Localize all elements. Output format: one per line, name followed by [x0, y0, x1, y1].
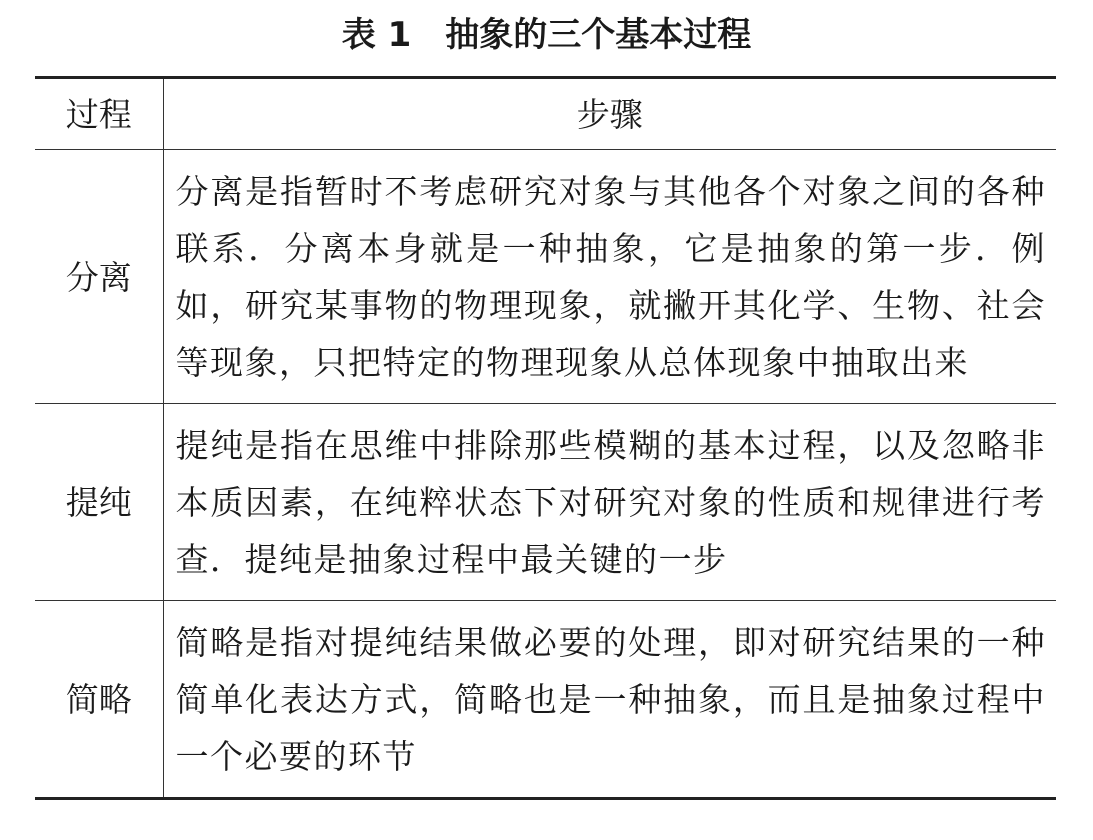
table-header-row: [35, 78, 1056, 150]
table-row: [35, 601, 1056, 799]
table-row: [35, 150, 1056, 404]
process-table-container: [35, 76, 1056, 800]
process-cell: 简略: [35, 601, 163, 799]
steps-cell: 提纯是指在思维中排除那些模糊的基本过程，以及忽略非本质因素，在纯粹状态下对研究对象的性质和规律进行考查．提纯是抽象过程中最关键的一步: [163, 404, 1056, 601]
process-cell: 分离: [35, 150, 163, 404]
steps-cell: 简略是指对提纯结果做必要的处理，即对研究结果的一种简单化表达方式，简略也是一种抽象，而且是抽象过程中一个必要的环节: [175, 623, 1046, 776]
steps-cell: 分离是指暂时不考虑研究对象与其他各个对象之间的各种联系．分离本身就是一种抽象，它是抽象的第一步．例如，研究某事物的物理现象，就撇开其化学、生物、社会等现象，只把特定的物理现象从总体现象中抽取出来: [163, 150, 1056, 404]
process-table: [35, 76, 1056, 800]
header-process: 过程: [35, 78, 163, 150]
process-cell: 提纯: [35, 404, 163, 601]
header-steps: 步骤: [163, 78, 1056, 150]
table-row: [35, 404, 1056, 601]
table-caption: 表 1 抽象的三个基本过程: [341, 15, 752, 55]
